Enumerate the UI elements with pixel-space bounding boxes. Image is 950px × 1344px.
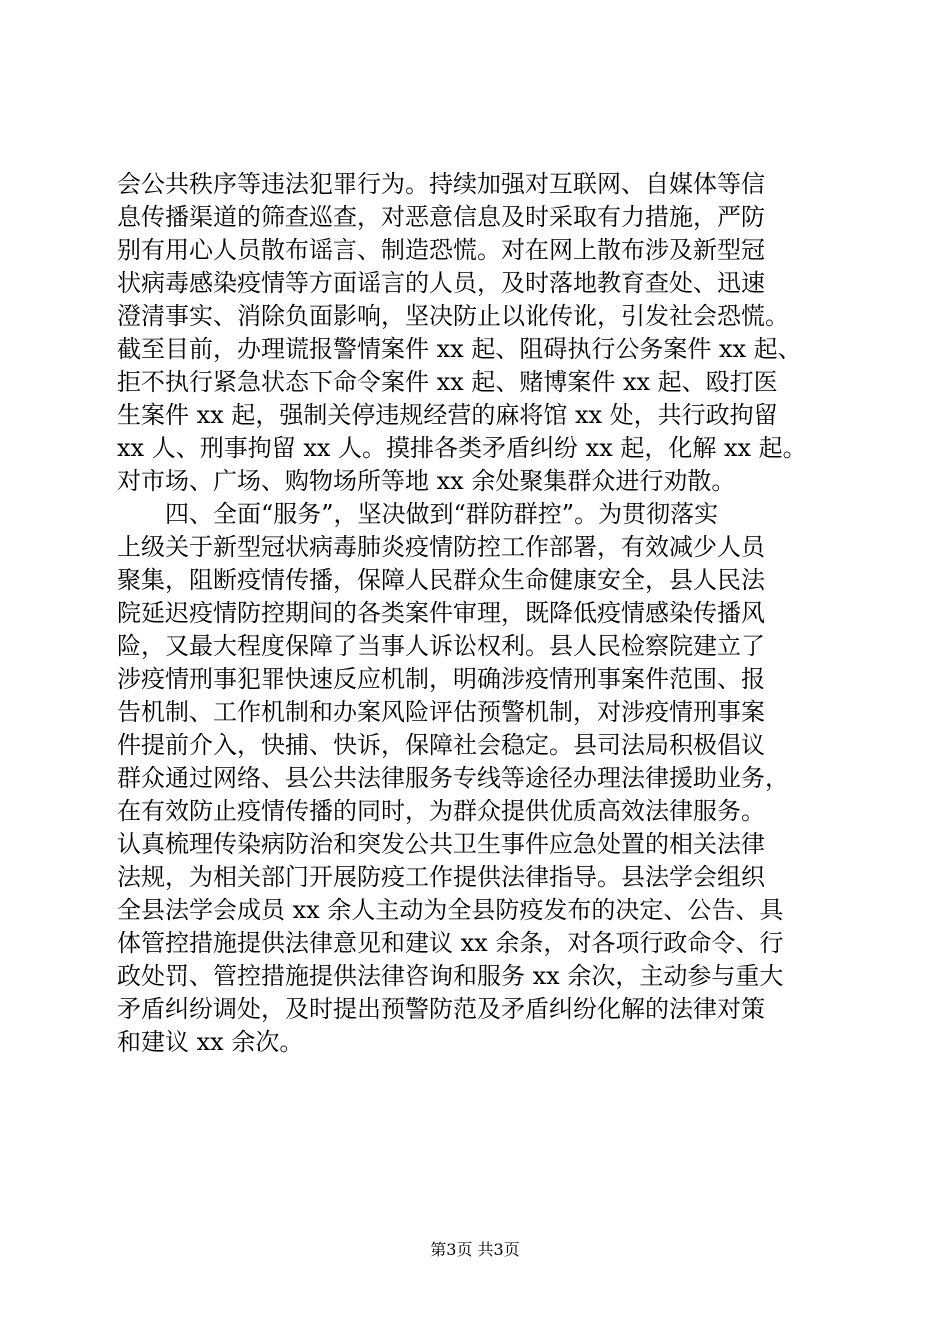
text-line: 息传播渠道的筛查巡查，对恶意信息及时采取有力措施，严防 xyxy=(117,203,765,231)
text-line: 生案件 xx 起，强制关停违规经营的麻将馆 xx 处，共行政拘留 xyxy=(117,401,778,429)
text-line: 群众通过网络、县公共法律服务专线等途径办理法律援助业务， xyxy=(117,764,789,792)
text-line: 上级关于新型冠状病毒肺炎疫情防控工作部署，有效减少人员 xyxy=(117,533,765,561)
text-line: 状病毒感染疫情等方面谣言的人员，及时落地教育查处、迅速 xyxy=(117,269,765,297)
text-line: 告机制、工作机制和办案风险评估预警机制，对涉疫情刑事案 xyxy=(117,698,765,726)
text-line: 在有效防止疫情传播的同时，为群众提供优质高效法律服务。 xyxy=(117,797,765,825)
text-line: 拒不执行紧急状态下命令案件 xx 起、赌博案件 xx 起、殴打医 xyxy=(117,368,778,396)
text-line: 政处罚、管控措施提供法律咨询和服务 xx 余次，主动参与重大 xyxy=(117,962,784,990)
text-line: 别有用心人员散布谣言、制造恐慌。对在网上散布涉及新型冠 xyxy=(117,236,765,264)
text-line: xx 人、刑事拘留 xx 人。摸排各类矛盾纠纷 xx 起，化解 xx 起。 xyxy=(117,434,807,462)
text-line: 体管控措施提供法律意见和建议 xx 余条，对各项行政命令、行 xyxy=(117,929,784,957)
page-footer xyxy=(0,1240,950,1260)
text-line: 涉疫情刑事犯罪快速反应机制，明确涉疫情刑事案件范围、报 xyxy=(117,665,765,693)
text-line: 聚集，阻断疫情传播，保障人民群众生命健康安全，县人民法 xyxy=(117,566,765,594)
text-line: 澄清事实、消除负面影响，坚决防止以讹传讹，引发社会恐慌。 xyxy=(117,302,789,330)
text-line: 全县法学会成员 xx 余人主动为全县防疫发布的决定、公告、具 xyxy=(117,896,784,924)
text-line: 院延迟疫情防控期间的各类案件审理，既降低疫情感染传播风 xyxy=(117,599,765,627)
text-line: 对市场、广场、购物场所等地 xx 余处聚集群众进行劝散。 xyxy=(117,467,736,495)
text-line: 截至目前，办理谎报警情案件 xx 起、阻碍执行公务案件 xx 起、 xyxy=(117,335,802,363)
text-line: 件提前介入，快捕、快诉，保障社会稳定。县司法局积极倡议 xyxy=(117,731,765,759)
text-line: 和建议 xx 余次。 xyxy=(117,1028,304,1056)
text-line: 险，又最大程度保障了当事人诉讼权利。县人民检察院建立了 xyxy=(117,632,765,660)
text-line: 法规，为相关部门开展防疫工作提供法律指导。县法学会组织 xyxy=(117,863,765,891)
body-text xyxy=(117,168,857,1059)
text-line: 矛盾纠纷调处，及时提出预警防范及矛盾纠纷化解的法律对策 xyxy=(117,995,765,1023)
text-line: 会公共秩序等违法犯罪行为。持续加强对互联网、自媒体等信 xyxy=(117,170,765,198)
page-number: 第3页 共3页 xyxy=(430,1240,520,1259)
section-heading-line: 四、全面“服务”，坚决做到“群防群控”。为贯彻落实 xyxy=(165,500,719,528)
text-line: 认真梳理传染病防治和突发公共卫生事件应急处置的相关法律 xyxy=(117,830,765,858)
